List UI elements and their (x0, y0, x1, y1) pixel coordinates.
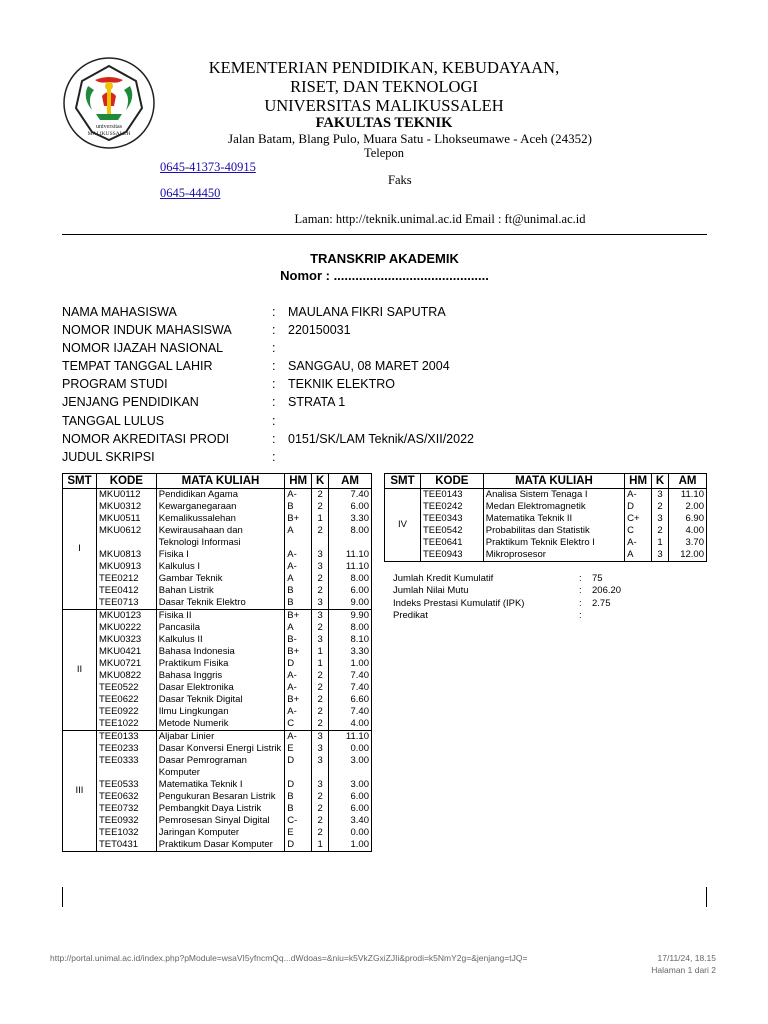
course-name: Jaringan Komputer (156, 827, 284, 839)
course-row (385, 525, 707, 537)
course-name: Dasar Elektronika (156, 682, 284, 694)
course-code: TEE0732 (96, 803, 156, 815)
credits: 2 (312, 815, 329, 827)
grade-points: 6.00 (329, 501, 372, 513)
svg-text:MALIKUSSALEH: MALIKUSSALEH (87, 131, 131, 137)
grade-points: 1.00 (329, 839, 372, 852)
course-code: MKU0822 (96, 670, 156, 682)
credits: 3 (312, 634, 329, 646)
info-row (62, 432, 707, 450)
course-row (385, 549, 707, 562)
info-row (62, 450, 707, 468)
course-row (385, 513, 707, 525)
course-row (63, 718, 372, 731)
letter-grade: B+ (285, 610, 312, 623)
grade-points: 3.40 (329, 815, 372, 827)
course-row (63, 573, 372, 585)
fax-link[interactable]: 0645-44450 (160, 186, 221, 200)
header-k: K (652, 474, 669, 489)
course-row (63, 827, 372, 839)
summary-value: 2.75 (592, 597, 611, 609)
course-code: MKU0112 (96, 489, 156, 502)
table-header-row (385, 474, 707, 489)
grade-points: 11.10 (329, 561, 372, 573)
info-value: MAULANA FIKRI SAPUTRA (288, 305, 446, 319)
letter-grade: E (285, 743, 312, 755)
course-row (63, 646, 372, 658)
course-name: Dasar Teknik Elektro (156, 597, 284, 610)
course-code: MKU0312 (96, 501, 156, 513)
credits: 2 (652, 501, 669, 513)
fax-label: Faks (388, 173, 412, 187)
header-kode: KODE (420, 474, 483, 489)
credits: 2 (312, 573, 329, 585)
course-code: TEE0632 (96, 791, 156, 803)
grade-points: 3.00 (329, 755, 372, 779)
letter-grade: C- (285, 815, 312, 827)
credits: 2 (652, 525, 669, 537)
semester-cell: III (63, 731, 97, 852)
university-logo (62, 56, 156, 150)
credits: 3 (312, 779, 329, 791)
header-am: AM (329, 474, 372, 489)
course-name: Metode Numerik (156, 718, 284, 731)
info-colon: : (272, 323, 276, 338)
course-row (63, 513, 372, 525)
credits: 2 (312, 622, 329, 634)
info-row (62, 359, 707, 377)
letter-grade: E (285, 827, 312, 839)
grade-points: 6.00 (329, 585, 372, 597)
header-kode: KODE (96, 474, 156, 489)
grade-points: 9.00 (329, 597, 372, 610)
grade-points: 3.30 (329, 646, 372, 658)
credits: 2 (312, 718, 329, 731)
course-code: MKU0222 (96, 622, 156, 634)
university-name: UNIVERSITAS MALIKUSSALEH (264, 96, 504, 115)
grade-points: 12.00 (669, 549, 707, 562)
grade-points: 0.00 (329, 743, 372, 755)
info-row (62, 305, 707, 323)
info-row (62, 377, 707, 395)
credits: 3 (652, 513, 669, 525)
course-name: Fisika I (156, 549, 284, 561)
header-mata-kuliah: MATA KULIAH (483, 474, 624, 489)
course-code: MKU0123 (96, 610, 156, 623)
course-row (63, 489, 372, 502)
course-name: Kemalikussalehan (156, 513, 284, 525)
letter-grade: A- (625, 537, 652, 549)
letter-grade: A- (285, 731, 312, 744)
letter-grade: D (625, 501, 652, 513)
info-colon: : (272, 341, 276, 356)
course-code: TEE0542 (420, 525, 483, 537)
info-value: 220150031 (288, 323, 351, 338)
course-code: TEE0713 (96, 597, 156, 610)
grade-points: 0.00 (329, 827, 372, 839)
document-number: Nomor : ........................................... (280, 268, 489, 283)
credits: 3 (652, 549, 669, 562)
credits: 2 (312, 791, 329, 803)
info-label: PROGRAM STUDI (62, 377, 168, 392)
credits: 1 (312, 839, 329, 852)
course-row (63, 791, 372, 803)
course-code: TEE0233 (96, 743, 156, 755)
course-row (63, 658, 372, 670)
credits: 2 (312, 682, 329, 694)
info-row (62, 341, 707, 359)
summary-label: Indeks Prestasi Kumulatif (IPK) (393, 597, 525, 609)
course-name: Praktikum Teknik Elektro I (483, 537, 624, 549)
course-row (63, 549, 372, 561)
letter-grade: B+ (285, 513, 312, 525)
course-name: Fisika II (156, 610, 284, 623)
svg-text:universitas: universitas (96, 124, 122, 130)
course-name: Pancasila (156, 622, 284, 634)
course-name: Dasar Pemrograman Komputer (156, 755, 284, 779)
semester-cell: IV (385, 489, 421, 562)
grade-points: 6.00 (329, 791, 372, 803)
course-row (385, 501, 707, 513)
credits: 3 (652, 489, 669, 502)
grade-points: 8.00 (329, 573, 372, 585)
grade-points: 3.00 (329, 779, 372, 791)
semester-cell: II (63, 610, 97, 731)
header-hm: HM (625, 474, 652, 489)
summary-colon: : (579, 573, 582, 584)
summary-label: Jumlah Kredit Kumulatif (393, 573, 494, 584)
grades-table-right (384, 473, 707, 562)
info-label: JENJANG PENDIDIKAN (62, 395, 199, 410)
summary-colon: : (579, 585, 582, 597)
summary-label: Predikat (393, 609, 428, 621)
grade-points: 4.00 (669, 525, 707, 537)
course-row (63, 706, 372, 718)
info-colon: : (272, 449, 276, 464)
course-code: MKU0612 (96, 525, 156, 549)
info-value: TEKNIK ELEKTRO (288, 377, 395, 392)
course-row (63, 803, 372, 815)
course-code: TEE0622 (96, 694, 156, 706)
grade-points: 3.30 (329, 513, 372, 525)
grade-points: 2.00 (669, 501, 707, 513)
course-row (63, 634, 372, 646)
course-name: Gambar Teknik (156, 573, 284, 585)
course-code: TEE0932 (96, 815, 156, 827)
course-name: Kewirausahaan dan Teknologi Informasi (156, 525, 284, 549)
credits: 2 (312, 803, 329, 815)
credits: 3 (312, 597, 329, 610)
letter-grade: B (285, 585, 312, 597)
telephone-link[interactable]: 0645-41373-40915 (160, 160, 256, 174)
course-row (63, 731, 372, 744)
course-code: TEE0943 (420, 549, 483, 562)
summary-row (393, 598, 693, 610)
grade-points: 8.00 (329, 525, 372, 549)
header-smt: SMT (63, 474, 97, 489)
course-code: MKU0913 (96, 561, 156, 573)
course-code: TEE0242 (420, 501, 483, 513)
course-name: Ilmu Lingkungan (156, 706, 284, 718)
letter-grade: A- (285, 670, 312, 682)
grade-points: 6.60 (329, 694, 372, 706)
course-name: Bahan Listrik (156, 585, 284, 597)
course-code: MKU0511 (96, 513, 156, 525)
course-code: TEE0333 (96, 755, 156, 779)
credits: 3 (312, 755, 329, 779)
course-code: MKU0323 (96, 634, 156, 646)
header-k: K (312, 474, 329, 489)
footer-url: http://portal.unimal.ac.id/index.php?pModule=wsaVI5yfncmQq...dWdoas=&niu=k5VkZGxiZJIi&prodi=k5NmY2g=&jenjang=tJQ= (50, 953, 528, 963)
course-name: Kewarganegaraan (156, 501, 284, 513)
course-row (63, 585, 372, 597)
course-code: MKU0421 (96, 646, 156, 658)
course-row (63, 839, 372, 852)
info-label: NAMA MAHASISWA (62, 305, 177, 319)
letter-grade: B (285, 597, 312, 610)
letter-grade: D (285, 755, 312, 779)
summary-colon: : (579, 609, 582, 621)
grade-points: 11.10 (329, 731, 372, 744)
header-divider (62, 234, 707, 235)
info-label: JUDUL SKRIPSI (62, 449, 155, 464)
course-row (63, 501, 372, 513)
course-name: Bahasa Indonesia (156, 646, 284, 658)
letter-grade: D (285, 658, 312, 670)
grade-points: 1.00 (329, 658, 372, 670)
course-row (63, 815, 372, 827)
credits: 1 (312, 513, 329, 525)
summary-colon: : (579, 597, 582, 609)
grade-points: 7.40 (329, 670, 372, 682)
course-row (385, 489, 707, 502)
course-code: TET0431 (96, 839, 156, 852)
letter-grade: C+ (625, 513, 652, 525)
website-email-line: Laman: http://teknik.unimal.ac.id Email : ft@unimal.ac.id (294, 212, 586, 226)
course-name: Medan Elektromagnetik (483, 501, 624, 513)
course-code: TEE1032 (96, 827, 156, 839)
course-code: TEE0143 (420, 489, 483, 502)
summary-row (393, 573, 693, 585)
letter-grade: D (285, 839, 312, 852)
grade-points: 7.40 (329, 489, 372, 502)
credits: 3 (312, 561, 329, 573)
letter-grade: B (285, 803, 312, 815)
document-title: TRANSKRIP AKADEMIK (310, 251, 459, 266)
letter-grade: B+ (285, 694, 312, 706)
course-name: Kalkulus I (156, 561, 284, 573)
info-row (62, 395, 707, 413)
grades-table-left (62, 473, 372, 852)
course-code: TEE0922 (96, 706, 156, 718)
course-row (63, 622, 372, 634)
letter-grade: A- (285, 561, 312, 573)
info-label: TANGGAL LULUS (62, 413, 165, 428)
info-value: 0151/SK/LAM Teknik/AS/XII/2022 (288, 431, 474, 446)
telephone-label: Telepon (363, 146, 405, 160)
course-row (63, 597, 372, 610)
summary-value: 206.20 (592, 585, 622, 597)
course-name: Matematika Teknik II (483, 513, 624, 525)
grade-points: 7.40 (329, 682, 372, 694)
info-value: STRATA 1 (288, 395, 346, 410)
credits: 1 (312, 646, 329, 658)
credits: 1 (312, 658, 329, 670)
info-label: TEMPAT TANGGAL LAHIR (62, 359, 213, 374)
info-label: NOMOR AKREDITASI PRODI (62, 431, 230, 446)
letter-grade: A (285, 573, 312, 585)
letter-grade: B (285, 501, 312, 513)
grade-points: 8.10 (329, 634, 372, 646)
course-name: Aljabar Linier (156, 731, 284, 744)
course-row (63, 755, 372, 779)
course-name: Pendidikan Agama (156, 489, 284, 502)
course-code: TEE0133 (96, 731, 156, 744)
course-code: TEE1022 (96, 718, 156, 731)
course-code: TEE0412 (96, 585, 156, 597)
credits: 2 (312, 501, 329, 513)
summary-row (393, 585, 693, 597)
letter-grade: A (625, 549, 652, 562)
credits: 2 (312, 670, 329, 682)
course-row (63, 610, 372, 623)
course-name: Mikroprosesor (483, 549, 624, 562)
info-label: NOMOR IJAZAH NASIONAL (62, 341, 224, 356)
course-row (63, 694, 372, 706)
course-name: Kalkulus II (156, 634, 284, 646)
course-code: MKU0813 (96, 549, 156, 561)
credits: 2 (312, 706, 329, 718)
course-row (63, 682, 372, 694)
header-smt: SMT (385, 474, 421, 489)
footer-datetime: 17/11/24, 18.15 (657, 953, 716, 963)
course-name: Analisa Sistem Tenaga I (483, 489, 624, 502)
course-name: Praktikum Dasar Komputer (156, 839, 284, 852)
info-value: SANGGAU, 08 MARET 2004 (288, 359, 450, 374)
credits: 3 (312, 731, 329, 744)
credits: 3 (312, 610, 329, 623)
letter-grade: A- (285, 489, 312, 502)
info-colon: : (272, 413, 276, 428)
letter-grade: A- (285, 682, 312, 694)
course-code: TEE0343 (420, 513, 483, 525)
credits: 2 (312, 585, 329, 597)
info-row (62, 414, 707, 432)
letter-grade: A- (625, 489, 652, 502)
letter-grade: A (285, 622, 312, 634)
info-label: NOMOR INDUK MAHASISWA (62, 323, 232, 338)
letter-grade: B+ (285, 646, 312, 658)
credits: 3 (312, 743, 329, 755)
info-colon: : (272, 377, 276, 392)
course-name: Bahasa Inggris (156, 670, 284, 682)
grade-points: 6.00 (329, 803, 372, 815)
footer-page-number: Halaman 1 dari 2 (651, 965, 716, 975)
course-name: Probabilitas dan Statistik (483, 525, 624, 537)
page-border-right (706, 887, 707, 907)
course-code: TEE0533 (96, 779, 156, 791)
course-name: Pengukuran Besaran Listrik (156, 791, 284, 803)
faculty-address: Jalan Batam, Blang Pulo, Muara Satu - Lhokseumawe - Aceh (24352) (228, 131, 592, 146)
course-name: Matematika Teknik I (156, 779, 284, 791)
letter-grade: C (625, 525, 652, 537)
summary-row (393, 610, 693, 622)
grade-points: 4.00 (329, 718, 372, 731)
course-row (63, 779, 372, 791)
credits: 3 (312, 549, 329, 561)
letter-grade: D (285, 779, 312, 791)
credits: 2 (312, 827, 329, 839)
course-row (63, 670, 372, 682)
header-hm: HM (285, 474, 312, 489)
course-code: TEE0522 (96, 682, 156, 694)
info-colon: : (272, 395, 276, 410)
grade-points: 11.10 (329, 549, 372, 561)
course-code: TEE0212 (96, 573, 156, 585)
ministry-line-2: RISET, DAN TEKNOLOGI (290, 77, 478, 96)
grade-points: 8.00 (329, 622, 372, 634)
course-code: TEE0641 (420, 537, 483, 549)
course-name: Dasar Teknik Digital (156, 694, 284, 706)
academic-summary (393, 573, 693, 622)
letter-grade: A- (285, 549, 312, 561)
grade-points: 9.90 (329, 610, 372, 623)
course-code: MKU0721 (96, 658, 156, 670)
page-border-left (62, 887, 63, 907)
letter-grade: B- (285, 634, 312, 646)
course-row (63, 525, 372, 549)
grade-points: 7.40 (329, 706, 372, 718)
grade-points: 6.90 (669, 513, 707, 525)
student-info (62, 305, 707, 468)
course-row (63, 561, 372, 573)
credits: 2 (312, 489, 329, 502)
table-header-row (63, 474, 372, 489)
ministry-line-1: KEMENTERIAN PENDIDIKAN, KEBUDAYAAN, (208, 58, 560, 77)
credits: 1 (652, 537, 669, 549)
course-name: Pemrosesan Sinyal Digital (156, 815, 284, 827)
credits: 2 (312, 525, 329, 549)
header-mata-kuliah: MATA KULIAH (156, 474, 284, 489)
info-row (62, 323, 707, 341)
info-colon: : (272, 359, 276, 374)
course-row (385, 537, 707, 549)
grade-points: 3.70 (669, 537, 707, 549)
letter-grade: A (285, 525, 312, 549)
letter-grade: A- (285, 706, 312, 718)
course-row (63, 743, 372, 755)
letter-grade: C (285, 718, 312, 731)
letter-grade: B (285, 791, 312, 803)
course-name: Pembangkit Daya Listrik (156, 803, 284, 815)
course-name: Dasar Konversi Energi Listrik (156, 743, 284, 755)
header-am: AM (669, 474, 707, 489)
info-colon: : (272, 431, 276, 446)
semester-cell: I (63, 489, 97, 610)
credits: 2 (312, 694, 329, 706)
course-name: Praktikum Fisika (156, 658, 284, 670)
faculty-name: FAKULTAS TEKNIK (315, 115, 453, 131)
summary-value: 75 (592, 573, 603, 584)
summary-label: Jumlah Nilai Mutu (393, 585, 469, 597)
info-colon: : (272, 305, 276, 319)
grade-points: 11.10 (669, 489, 707, 502)
